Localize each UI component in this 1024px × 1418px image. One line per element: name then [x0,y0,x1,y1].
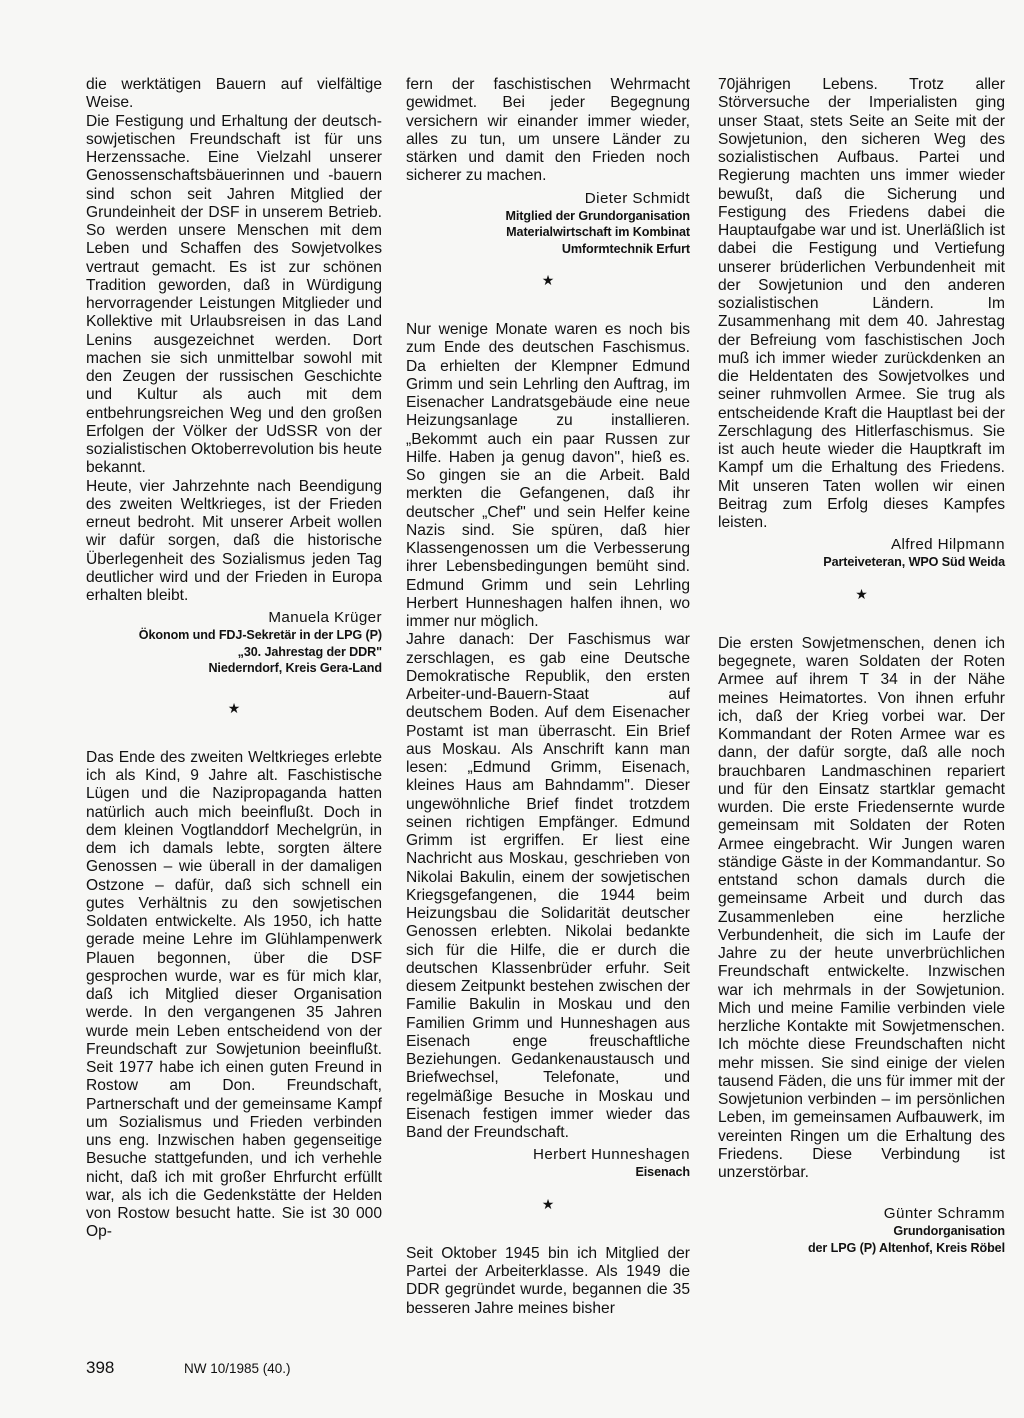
paragraph: Seit Oktober 1945 bin ich Mitglied der Partei der Arbeiterklasse. Als 1949 die DDR gegründet wurde, begannen die 35 besseren Jahre meines bisher [406,1244,690,1317]
star-separator: ★ [227,699,241,716]
page-number: 398 [86,1358,115,1377]
column-3 [718,76,1005,1256]
paragraph: Das Ende des zweiten Weltkrieges erlebte ich als Kind, 9 Jahre alt. Faschistische Lügen und die Nazipropaganda hatten natürlich auch mich beeinflußt. Doch in dem kleinen Vogtlanddorf Mechelgrün, in dem ich damals lebte, sorgten ältere Genossen – wie überall in der damaligen Ostzone – dafür, daß sich schnell ein gutes Verhältnis zu den sowjetischen Soldaten entwickelte. Als 1950, ich hatte gerade meine Lehre im Glühlampenwerk Plauen begonnen, über die DSF gesprochen wurde, war es für mich klar, daß ich Mitglied dieser Organisation werde. In den vergangenen 35 Jahren wurde mein Leben entscheidend von der Freundschaft zur Sowjetunion beeinflußt. Seit 1977 habe ich einen guten Freund in Rostow am Don. Freundschaft, Partnerschaft und der gemeinsame Kampf um Sozialismus und Frieden verbinden uns eng. Inzwischen haben gegenseitige Besuche stattgefunden, und ich verhehle nicht, daß ich mit großer Ehrfurcht erfüllt war, als ich die Gedenkstätte der Helden von Rostow besucht hatte. Sie ist 30 000 Op- [86,748,382,1241]
author-affiliation: Ökonom und FDJ-Sekretär in der LPG (P) [138,628,382,643]
issue-label: NW 10/1985 (40.) [184,1361,291,1376]
column-1 [86,76,382,1242]
paragraph: die werktätigen Bauern auf vielfältige Weise. [86,76,382,112]
star-separator: ★ [855,585,868,602]
paragraph: Jahre danach: Der Faschismus war zerschlagen, es gab eine Deutsche Demokratische Republik, den ersten Arbeiter-und-Bauern-Staat auf deutschem Boden. Auf dem Eisenacher Postamt ist man überrascht. Ein Brief aus Moskau. Als Anschrift kann man lesen: „Edmund Grimm, Eisenach, kleines Haus am Bahndamm". Dieser ungewöhnliche Brief findet trotzdem seinen richtigen Empfänger. Edmund Grimm ist ergriffen. Er liest eine Nachricht aus Moskau, geschrieben von Nikolai Bakulin, einem der sowjetischen Kriegsgefangenen, die 1944 beim Heizungsbau die Solidarität deutscher Genossen erlebten. Nikolai bedankte sich für die Hilfe, die er durch die deutschen Klassenbrüder erfuhr. Seit diesem Zeitpunkt bestehen zwischen der Familie Bakulin in Moskau und den Familien Grimm und Hunneshagen aus Eisenach enge freuschaftliche Beziehungen. Gedankenaustausch und Briefwechsel, Telefonate, und regelmäßige Besuche in Moskau und Eisenach festigen immer wieder das Band der Freundschaft. [406,631,690,1141]
author-name: Alfred Hilpmann [890,536,1005,554]
author-affiliation: Eisenach [635,1165,690,1180]
paragraph: Die ersten Sowjetmenschen, denen ich begegnete, waren Soldaten der Roten Armee auf ihrem T 34 in der Nähe meines Heimatortes. Von ihnen erfuhr ich, daß der Krieg vorbei war. Der Kommandant der Roten Armee war es dann, der dafür sorgte, daß alle noch brauchbaren Landmaschinen repariert und für den Einsatz startklar gemacht wurden. Die erste Friedensernte wurde gemeinsam mit Soldaten der Roten Armee eingebracht. Wir Jungen waren ständige Gäste in der Kommandantur. So entstand schon damals durch die gemeinsame Arbeit und durch das Zusammenleben eine herzliche Verbundenheit, die sich im Laufe der Jahre zu der heute unverbrüchlichen Freundschaft entwickelte. Inzwischen war ich mehrmals in der Sowjetunion. Mich und meine Familie verbinden viele herzliche Kontakte mit Sowjetmenschen. Ich möchte diese Freundschaften nicht mehr missen. Sie sind einige der vielen tausend Fäden, die uns für immer mit der Sowjetunion verbinden – im persönlichen Leben, im gemeinsamen Aufbauwerk, im vereinten Ringen um die Erhaltung des Friedens. Diese Verbindung ist unzerstörbar. [718,634,1005,1181]
paragraph: fern der faschistischen Wehrmacht gewidmet. Bei jeder Begegnung versichern wir einander immer wieder, alles zu tun, um unsere Länder zu stärken und damit den Frieden noch sicherer zu machen. [406,76,690,185]
author-name: Dieter Schmidt [584,189,690,207]
author-affiliation: Niederndorf, Kreis Gera-Land [208,661,382,676]
author-affiliation: Parteiveteran, WPO Süd Weida [823,555,1005,570]
paragraph: Nur wenige Monate waren es noch bis zum Ende des deutschen Faschismus. Da erhielten der Klempner Edmund Grimm und sein Lehrling den Auftrag, im Eisenacher Landratsgebäude eine neue Heizungsanlage zu installieren. „Bekommt auch ein paar Russen zur Hilfe. Haben ja genug davon", hieß es. So gingen sie an die Arbeit. Bald merkten die Gefangenen, daß ihr deutscher „Chef" und sein Helfer keine Nazis sind. Sie spüren, daß hier Klassengenossen um die Verbesserung ihrer Lebensbedingungen bemüht sind. Edmund Grimm und sein Lehrling Herbert Hunneshagen halfen ihnen, wo immer nur möglich. [406,321,690,630]
paragraph: 70jährigen Lebens. Trotz aller Störversuche der Imperialisten ging unser Staat, stets Seite an Seite mit der Sowjetunion, den sicheren Weg des sozialistischen Aufbaus. Partei und Regierung machten uns immer wieder bewußt, daß die Sicherung und Festigung des Friedens dabei die Hauptaufgabe war und ist. Unerläßlich ist dabei die Festigung und Vertiefung unserer brüderlichen Verbundenheit mit der Sowjetunion und den anderen sozialistischen Ländern. Im Zusammenhang mit dem 40. Jahrestag der Befreiung vom faschistischen Joch muß ich immer wieder zurückdenken an die Heldentaten des Sowjetvolkes und seiner ruhmvollen Armee. Sie trug als entscheidende Kraft die Hauptlast bei der Zerschlagung des Hitlerfaschismus. Sie ist auch heute wieder die Hauptkraft im Kampf um die Erhaltung des Friedens. Mit unseren Taten wollen wir einen Beitrag zum Erfolg dieses Kampfes leisten. [718,76,1005,531]
paragraph: Die Festigung und Erhaltung der deutsch-sowjetischen Freundschaft ist für uns Herzenssache. Eine Vielzahl unserer Genossenschaftsbäuerinnen und -bauern sind schon seit Jahren Mitglied der Grundeinheit der DSF in unserem Betrieb. So werden unsere Menschen mit dem Leben und Schaffen des Sowjetvolkes vertraut gemacht. Es ist zur schönen Tradition geworden, daß in Würdigung hervorragender Leistungen Mitglieder und Kollektive mit Urlaubsreisen in das Land Lenins ausgezeichnet werden. Dort machen sie sich unmittelbar sowohl mit den Zeugen der russischen Geschichte und Kultur als auch mit dem entbehrungsreichen Weg und den großen Erfolgen der Völker der UdSSR von der sozialistischen Oktoberrevolution bis heute bekannt. [86,112,382,477]
author-name: Manuela Krüger [268,609,382,627]
author-affiliation: Materialwirtschaft im Kombinat [506,225,690,239]
star-separator: ★ [541,272,555,288]
author-name: Herbert Hunneshagen [532,1146,690,1164]
star-separator: ★ [541,1195,555,1212]
author-affiliation: Umformtechnik Erfurt [561,241,690,256]
author-affiliation: Grundorganisation [893,1224,1005,1239]
column-2 [406,76,690,1318]
author-name: Günter Schramm [883,1205,1005,1223]
author-affiliation: der LPG (P) Altenhof, Kreis Röbel [807,1240,1005,1255]
paragraph: Heute, vier Jahrzehnte nach Beendigung des zweiten Weltkrieges, ist der Frieden erneut bedroht. Mit unserer Arbeit wollen wir dafür sorgen, daß die historische Überlegenheit des Sozialismus jeden Tag deutlicher wird und der Frieden in Europa erhalten bleibt. [86,477,382,604]
author-affiliation: „30. Jahrestag der DDR" [237,644,382,659]
author-affiliation: Mitglied der Grundorganisation [505,208,690,223]
